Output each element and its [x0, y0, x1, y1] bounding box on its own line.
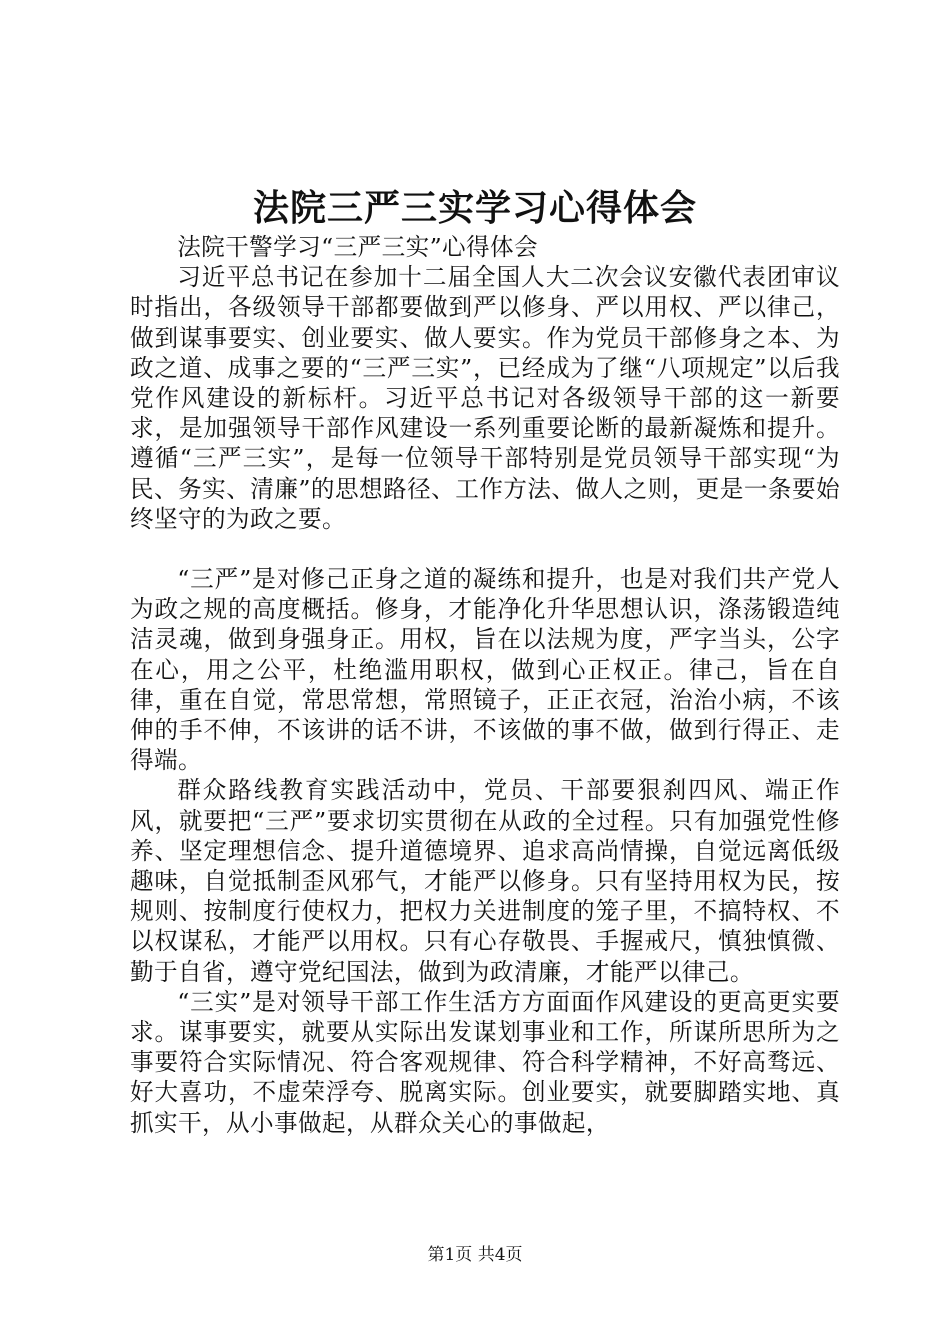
page-number-footer: 第1页 共4页	[427, 1245, 523, 1265]
document-body	[130, 232, 840, 1138]
body-paragraph: “三实”是对领导干部工作生活方方面面作风建设的更高更实要求。谋事要实，就要从实际出发谋划事业和工作，所谋所思所为之事要符合实际情况、符合客观规律、符合科学精神，不好高骛远、好大喜功，不虚荣浮夸、脱离实际。创业要实，就要脚踏实地、真抓实干，从小事做起，从群众关心的事做起，	[130, 987, 840, 1137]
document-title: 法院三严三实学习心得体会	[252, 187, 697, 229]
body-paragraph: “三严”是对修己正身之道的凝练和提升，也是对我们共产党人为政之规的高度概括。修身，才能净化升华思想认识，涤荡锻造纯洁灵魂，做到身强身正。用权，旨在以法规为度，严字当头，公字在心，用之公平，杜绝滥用职权，做到心正权正。律己，旨在自律，重在自觉，常思常想，常照镜子，正正衣冠，治治小病，不该伸的手不伸，不该讲的话不讲，不该做的事不做，做到行得正、走得端。	[130, 565, 840, 775]
body-paragraph: 习近平总书记在参加十二届全国人大二次会议安徽代表团审议时指出，各级领导干部都要做到严以修身、严以用权、严以律己，做到谋事要实、创业要实、做人要实。作为党员干部修身之本、为政之道、成事之要的“三严三实”，已经成为了继“八项规定”以后我党作风建设的新标杆。习近平总书记对各级领导干部的这一新要求，是加强领导干部作风建设一系列重要论断的最新凝炼和提升。遵循“三严三实”，是每一位领导干部特别是党员领导干部实现“为民、务实、清廉”的思想路径、工作方法、做人之则，更是一条要始终坚守的为政之要。	[130, 263, 840, 533]
body-paragraph: 群众路线教育实践活动中，党员、干部要狠刹四风、端正作风，就要把“三严”要求切实贯彻在从政的全过程。只有加强党性修养、坚定理想信念、提升道德境界、追求高尚情操，自觉远离低级趣味，自觉抵制歪风邪气，才能严以修身。只有坚持用权为民，按规则、按制度行使权力，把权力关进制度的笼子里，不搞特权、不以权谋私，才能严以用权。只有心存敬畏、手握戒尺，慎独慎微、勤于自省，遵守党纪国法，做到为政清廉，才能严以律己。	[130, 776, 840, 986]
subtitle-paragraph: 法院干警学习“三严三实”心得体会	[177, 233, 539, 261]
